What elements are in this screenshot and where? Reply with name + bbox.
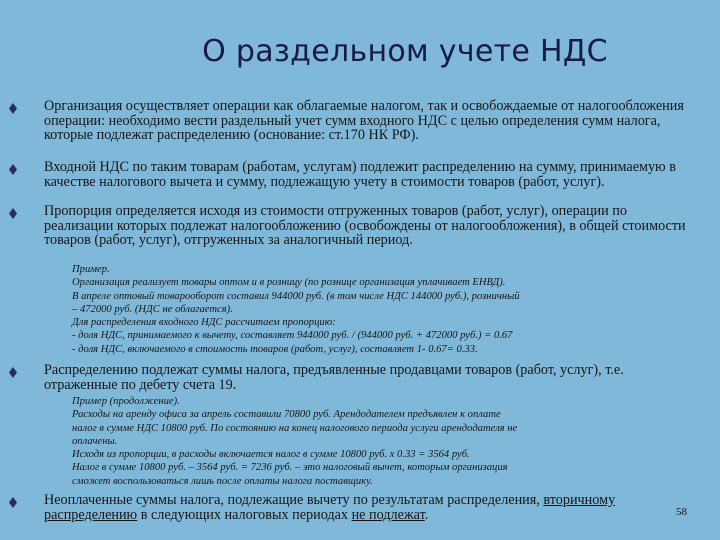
example-line: Пример (продолжение). [72, 396, 180, 407]
example-line: – 472000 руб. (НДС не облагается). [72, 303, 233, 315]
example-line: Пример. [72, 264, 110, 275]
diamond-bullet-icon [9, 497, 19, 509]
diamond-bullet-icon [9, 367, 19, 379]
example-block-1 [72, 263, 697, 356]
bullet-text-5-part: Неоплаченные суммы налога, подлежащие вычету по результатам распределения, [44, 492, 544, 508]
example-line: В апреле оптовый товарооборот составил 944000 руб. (в том числе НДС 144000 руб.), розничный [72, 290, 520, 302]
example-line: Налог в сумме 10800 руб. – 3564 руб. = 7236 руб. – это налоговый вычет, которым организация [72, 462, 508, 474]
example-block-2 [72, 395, 697, 488]
bullet-text-5-part: в следующих налоговых периодах [137, 506, 352, 523]
underlined-phrase: вторичному распределению [44, 492, 616, 523]
example-line: налог в сумме НДС 10800 руб. По состоянию на конец налогового периода услуги арендодателя не [72, 422, 518, 434]
bullet-text-4: Распределению подлежат суммы налога, предъявленные продавцами товаров (работ, услуг), т.е. отраженные по дебету счета 19. [44, 362, 624, 393]
diamond-bullet-icon [9, 103, 19, 115]
bullet-text-5 [44, 493, 698, 522]
bullet-text-2: Входной НДС по таким товарам (работам, услугам) подлежит распределению на сумму, принимаемую в качестве налогового вычета и сумму, подлежащую учету в стоимости товаров (работ, услуг). [44, 159, 676, 190]
example-line: сможет воспользоваться лишь после оплаты налога поставщику. [72, 475, 373, 487]
bullet-text-3: Пропорция определяется исходя из стоимости отгруженных товаров (работ, услуг), операции по реализации которых подлежат налогообложению (освобождены от налогообложения), в общей стоимости товаров (работ, услуг), отгруженных за аналогичный период. [44, 203, 686, 249]
example-line: - доля НДС, включаемого в стоимость товаров (работ, услуг), составляет 1- 0.67= 0.33. [72, 343, 478, 355]
underlined-phrase: не подлежат [351, 506, 425, 523]
example-line: Организация реализует товары оптом и в розницу (по рознице организация уплачивает ЕНВД). [72, 277, 506, 289]
page-number: 58 [676, 506, 687, 518]
diamond-bullet-icon [9, 164, 19, 176]
example-line: Исходя из пропорции, в расходы включается налог в сумме 10800 руб. х 0.33 = 3564 руб. [72, 449, 470, 461]
bullet-text-1: Организация осуществляет операции как облагаемые налогом, так и освобождаемые от налогообложения операции: необходимо вести раздельный учет сумм входного НДС с целью определения сумм налога, которые подлежат распределению (основание: ст.170 НК РФ). [44, 98, 684, 144]
bullet-text-5-part: . [424, 506, 429, 523]
example-line: Для распределения входного НДС рассчитаем пропорцию: [72, 317, 336, 329]
example-line: Расходы на аренду офиса за апрель составили 70800 руб. Арендодателем предъявлен к оплате [72, 409, 501, 421]
example-line: - доля НДС, принимаемого к вычету, составляет 944000 руб. / (944000 руб. + 472000 руб.) = 0.67 [72, 330, 513, 342]
diamond-bullet-icon [9, 208, 19, 220]
slide-title: О раздельном учете НДС [202, 34, 608, 69]
example-line: оплачены. [72, 435, 118, 447]
